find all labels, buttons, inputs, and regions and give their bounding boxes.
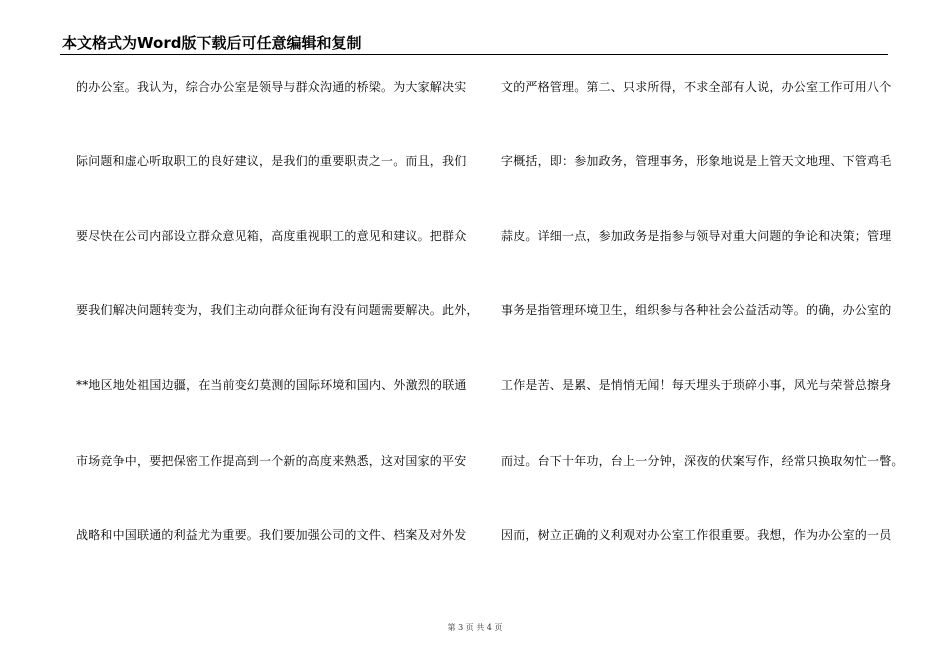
text-line: 而过。台下十年功，台上一分钟，深夜的伏案写作，经常只换取匆忙一瞥。 <box>501 454 904 468</box>
text-line: 际问题和虚心听取职工的良好建议，是我们的重要职责之一。而且，我们 <box>76 154 467 168</box>
text-line: 事务是指管理环境卫生，组织参与各种社会公益活动等。的确，办公室的 <box>501 303 892 317</box>
header-divider <box>60 54 888 55</box>
text-line: 工作是苦、是累、是悄悄无闻！每天埋头于琐碎小事，风光与荣誉总擦身 <box>501 378 892 392</box>
text-line: 文的严格管理。第二、只求所得，不求全部有人说，办公室工作可用八个 <box>501 80 892 94</box>
text-line: 市场竞争中，要把保密工作提高到一个新的高度来熟悉，这对国家的平安 <box>76 454 467 468</box>
page-number-footer: 第 3 页 共 4 页 <box>447 623 503 632</box>
text-line: 要尽快在公司内部设立群众意见箱，高度重视职工的意见和建议。把群众 <box>76 229 467 243</box>
text-line: 字概括，即：参加政务，管理事务，形象地说是上管天文地理、下管鸡毛 <box>501 154 892 168</box>
text-line: **地区地处祖国边疆，在当前变幻莫测的国际环境和国内、外激烈的联通 <box>76 378 467 392</box>
text-line: 要我们解决问题转变为，我们主动向群众征询有没有问题需要解决。此外， <box>76 303 479 317</box>
text-line: 的办公室。我认为，综合办公室是领导与群众沟通的桥梁。为大家解决实 <box>76 80 467 94</box>
text-line: 蒜皮。详细一点，参加政务是指参与领导对重大问题的争论和决策；管理 <box>501 229 892 243</box>
text-line: 因而，树立正确的义利观对办公室工作很重要。我想，作为办公室的一员 <box>501 528 892 542</box>
text-line: 战略和中国联通的利益尤为重要。我们要加强公司的文件、档案及对外发 <box>76 528 467 542</box>
document-header-title: 本文格式为Word版下载后可任意编辑和复制 <box>62 34 362 52</box>
